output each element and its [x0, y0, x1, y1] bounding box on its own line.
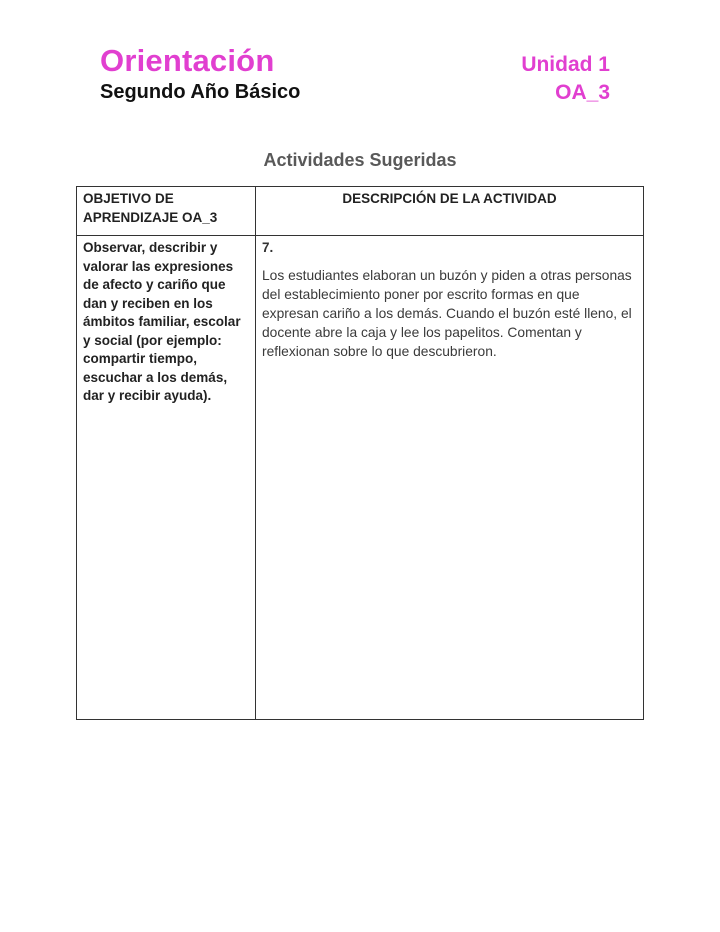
- grade-level: Segundo Año Básico: [100, 81, 301, 103]
- objective-cell: Observar, describir y valorar las expresiones de afecto y cariño que dan y reciben en los ámbitos familiar, escolar y social (por ejemplo: compartir tiempo, escuchar a los demás, dar y recibir ayuda).: [77, 236, 256, 720]
- activity-number: 7.: [262, 240, 274, 255]
- table-row: [77, 236, 644, 720]
- column-header-description: DESCRIPCIÓN DE LA ACTIVIDAD: [256, 187, 644, 236]
- activity-table: [76, 186, 644, 720]
- description-cell: [256, 236, 644, 720]
- section-title: Actividades Sugeridas: [263, 150, 457, 170]
- activity-description: Los estudiantes elaboran un buzón y piden a otras personas del establecimiento poner por escrito formas en que expresan cariño a los demás. Cuando el buzón esté lleno, el docente abre la caja y lee los papelitos. Comentan y reflexionan sobre lo que descubrieron.: [262, 267, 632, 359]
- objective-code: OA_3: [555, 81, 610, 104]
- page-header: [100, 40, 610, 110]
- column-header-objective: OBJETIVO DE APRENDIZAJE OA_3: [77, 187, 256, 236]
- unit-label: Unidad 1: [521, 53, 610, 76]
- table-header-row: [77, 187, 644, 236]
- subject-title: Orientación: [100, 43, 275, 78]
